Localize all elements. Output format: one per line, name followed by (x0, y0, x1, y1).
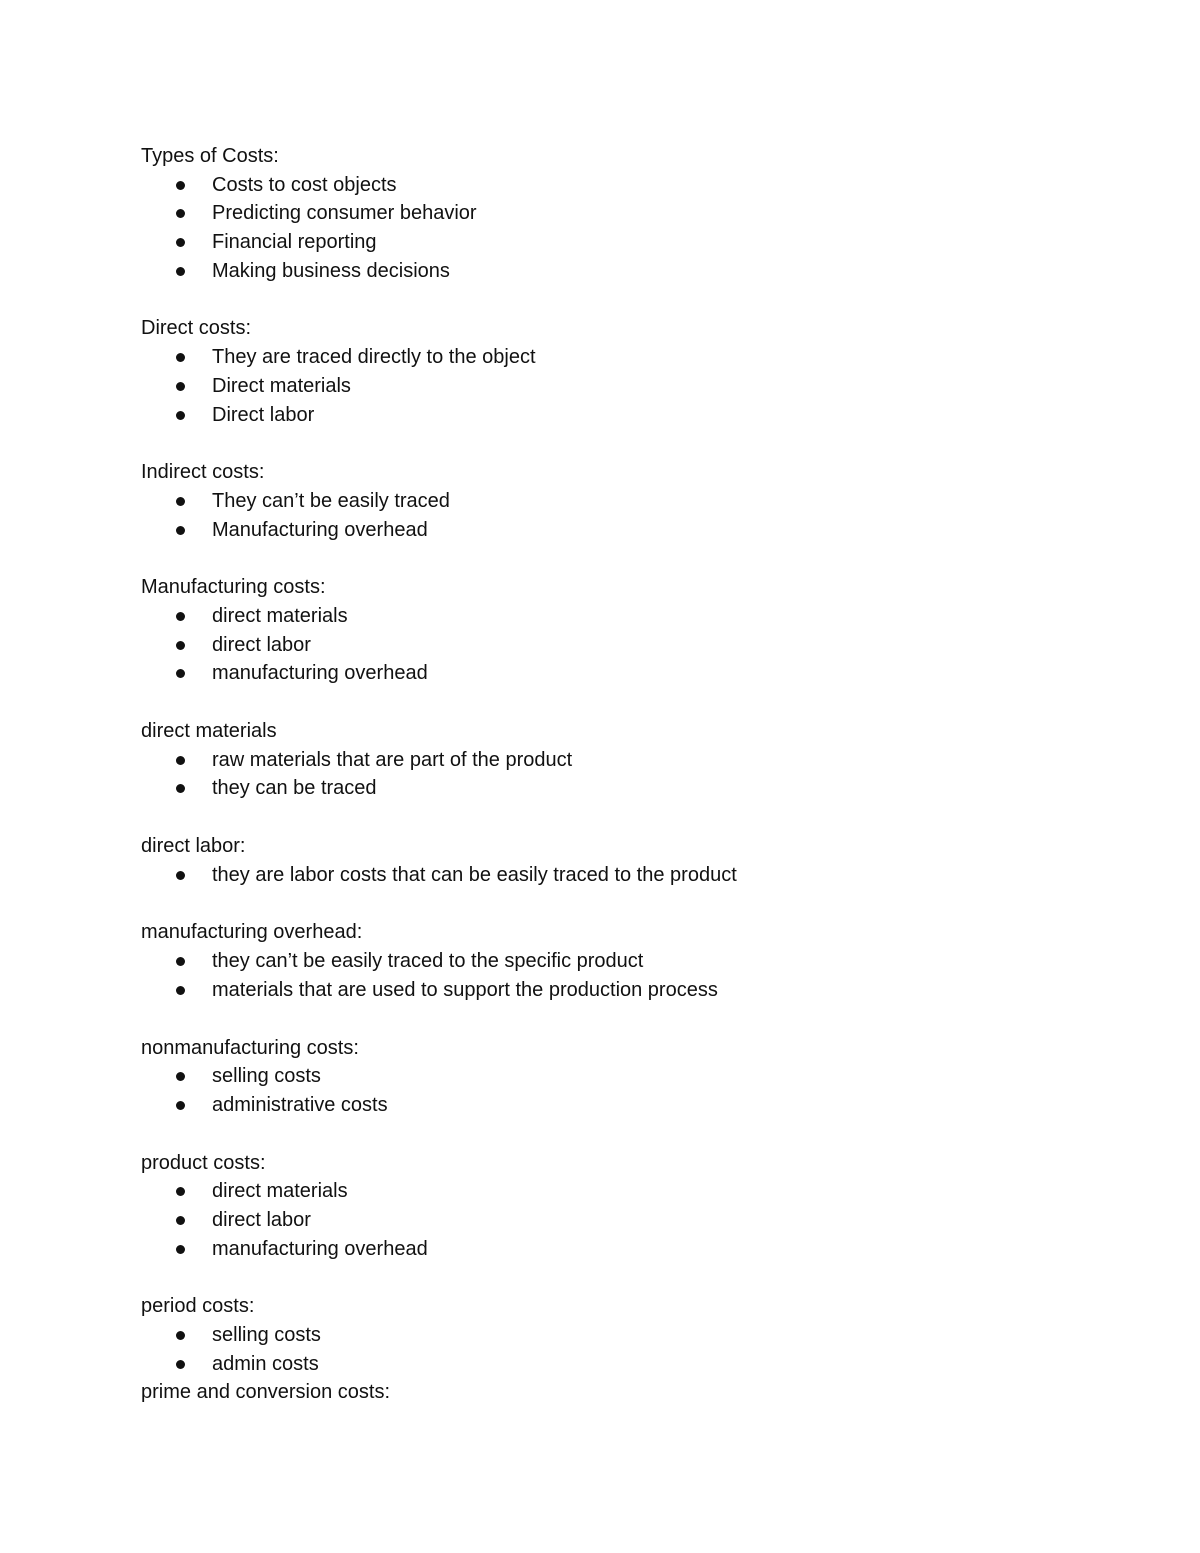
list-item-text: direct labor (212, 633, 311, 656)
bullet-dot-icon (176, 382, 185, 391)
bullet-dot-icon (176, 957, 185, 966)
list-item-text: manufacturing overhead (212, 1237, 428, 1260)
list-item (141, 1062, 1041, 1091)
list-item (141, 1206, 1041, 1235)
list-item (141, 516, 1041, 545)
list-item-text: they can be traced (212, 777, 377, 800)
bullet-dot-icon (176, 1245, 185, 1254)
bullet-list (141, 861, 1041, 890)
list-item (141, 659, 1041, 688)
bullet-dot-icon (176, 1072, 185, 1081)
list-item (141, 861, 1041, 890)
list-item-text: admin costs (212, 1352, 319, 1375)
list-item (141, 487, 1041, 516)
list-item (141, 228, 1041, 257)
list-item (141, 976, 1041, 1005)
document-content (141, 142, 1041, 1407)
section-product-costs (141, 1149, 1041, 1264)
section-direct-labor (141, 832, 1041, 889)
section-heading: nonmanufacturing costs: (141, 1036, 359, 1059)
list-item-text: selling costs (212, 1324, 321, 1346)
bullet-dot-icon (176, 612, 185, 621)
section-heading: direct labor: (141, 835, 246, 858)
list-item-text: Predicting consumer behavior (212, 202, 477, 225)
section-heading: product costs: (141, 1151, 266, 1174)
list-item (141, 631, 1041, 660)
bullet-dot-icon (176, 267, 185, 276)
bullet-dot-icon (176, 411, 185, 420)
bullet-dot-icon (176, 181, 185, 190)
bullet-dot-icon (176, 641, 185, 650)
list-item (141, 602, 1041, 631)
list-item (141, 1177, 1041, 1206)
list-item (141, 372, 1041, 401)
section-heading: period costs: (141, 1295, 255, 1318)
list-item-text: administrative costs (212, 1093, 388, 1116)
list-item (141, 257, 1041, 286)
section-period-costs (141, 1292, 1041, 1378)
list-item-text: direct materials (212, 1180, 348, 1203)
list-item-text: Manufacturing overhead (212, 518, 428, 541)
bullet-dot-icon (176, 238, 185, 247)
list-item-text: they can’t be easily traced to the specific product (212, 950, 644, 973)
bullet-dot-icon (176, 669, 185, 678)
list-item (141, 947, 1041, 976)
list-item (141, 171, 1041, 200)
list-item-text: manufacturing overhead (212, 662, 428, 685)
bullet-list (141, 746, 1041, 803)
list-item-text: Direct materials (212, 374, 351, 397)
list-item-text: materials that are used to support the production process (212, 978, 718, 1001)
list-item (141, 774, 1041, 803)
list-item-text: Financial reporting (212, 231, 377, 254)
bullet-dot-icon (176, 353, 185, 362)
list-item-text: raw materials that are part of the product (212, 748, 573, 771)
bullet-dot-icon (176, 526, 185, 535)
bullet-dot-icon (176, 497, 185, 506)
list-item-text: they are labor costs that can be easily traced to the product (212, 863, 737, 886)
bullet-dot-icon (176, 756, 185, 765)
list-item-text: direct labor (212, 1208, 311, 1231)
bullet-dot-icon (176, 784, 185, 793)
section-prime-and-conversion-costs (141, 1378, 1041, 1407)
section-heading: prime and conversion costs: (141, 1381, 391, 1404)
bullet-list (141, 1321, 1041, 1378)
list-item-text: They can’t be easily traced (212, 489, 450, 512)
bullet-dot-icon (176, 871, 185, 880)
list-item (141, 1350, 1041, 1379)
list-item-text: Direct labor (212, 403, 315, 426)
bullet-list (141, 947, 1041, 1004)
bullet-list (141, 602, 1041, 688)
section-heading: Types of Costs: (141, 145, 279, 167)
list-item (141, 1091, 1041, 1120)
list-item (141, 401, 1041, 430)
section-heading: direct materials (141, 720, 277, 742)
section-heading: Manufacturing costs: (141, 576, 326, 599)
list-item (141, 199, 1041, 228)
section-manufacturing-overhead (141, 918, 1041, 1004)
list-item (141, 746, 1041, 775)
bullet-dot-icon (176, 1331, 185, 1340)
section-direct-costs (141, 314, 1041, 429)
bullet-list (141, 171, 1041, 286)
bullet-dot-icon (176, 209, 185, 218)
list-item-text: They are traced directly to the object (212, 346, 536, 369)
section-heading: Indirect costs: (141, 461, 265, 484)
list-item (141, 343, 1041, 372)
bullet-dot-icon (176, 1101, 185, 1110)
bullet-dot-icon (176, 1360, 185, 1369)
bullet-list (141, 343, 1041, 429)
list-item-text: Costs to cost objects (212, 173, 397, 196)
bullet-list (141, 1177, 1041, 1263)
section-indirect-costs (141, 458, 1041, 544)
bullet-list (141, 487, 1041, 544)
section-direct-materials (141, 717, 1041, 803)
section-manufacturing-costs (141, 573, 1041, 688)
section-types-of-costs (141, 142, 1041, 285)
list-item (141, 1321, 1041, 1350)
bullet-dot-icon (176, 986, 185, 995)
list-item-text: direct materials (212, 604, 348, 627)
section-nonmanufacturing-costs (141, 1034, 1041, 1120)
list-item-text: selling costs (212, 1065, 321, 1088)
bullet-list (141, 1062, 1041, 1119)
bullet-dot-icon (176, 1187, 185, 1196)
section-heading: Direct costs: (141, 317, 252, 340)
section-heading: manufacturing overhead: (141, 921, 363, 944)
bullet-dot-icon (176, 1216, 185, 1225)
list-item (141, 1235, 1041, 1264)
list-item-text: Making business decisions (212, 259, 450, 282)
